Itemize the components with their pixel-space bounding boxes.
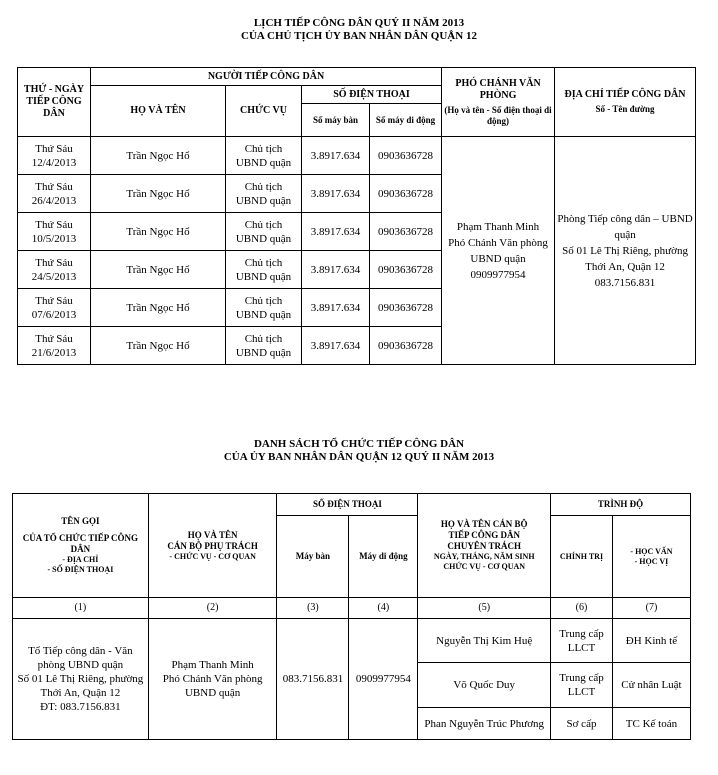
column-number: (7) [612, 598, 690, 619]
day-weekday: Thứ Sáu [35, 142, 73, 155]
org-name: Tổ Tiếp công dân - Văn phòng UBND quận [28, 645, 133, 671]
header-day: THỨ - NGÀY TIẾP CÔNG DÂN [18, 68, 91, 137]
header-phone2: SỐ ĐIỆN THOẠI [277, 494, 418, 516]
header-address-label: ĐỊA CHỈ TIẾP CÔNG DÂN [564, 89, 686, 100]
column-number: (4) [349, 598, 418, 619]
day-date: 26/4/2013 [31, 194, 77, 207]
receiver-name: Trần Ngọc Hổ [91, 213, 226, 251]
day-weekday: Thứ Sáu [35, 294, 73, 307]
desk-phone: 3.8917.634 [302, 137, 370, 175]
schedule-row [18, 137, 696, 175]
address-place: Phòng Tiếp công dân – UBND quận [557, 212, 693, 241]
header-head-line1: HỌ VÀ TÊN [187, 529, 238, 540]
column-number-row [13, 598, 691, 619]
column-number: (2) [148, 598, 277, 619]
address-cell [555, 137, 696, 365]
org-list-title [0, 438, 718, 464]
staff-name: Nguyễn Thị Kim Huệ [418, 619, 551, 663]
header-receiver: NGƯỜI TIẾP CÔNG DÂN [91, 68, 442, 86]
org-phone: ĐT: 083.7156.831 [40, 701, 121, 713]
schedule-title [0, 17, 718, 43]
org-table [12, 493, 691, 740]
receiver-position: Chủ tịch UBND quận [226, 137, 302, 175]
day-cell [18, 327, 91, 365]
mobile-phone: 0903636728 [370, 137, 442, 175]
org-mobile: 0909977954 [349, 619, 418, 740]
mobile-phone: 0903636728 [370, 327, 442, 365]
mobile-phone: 0903636728 [370, 213, 442, 251]
day-cell [18, 289, 91, 327]
header-politics: CHÍNH TRỊ [551, 516, 613, 598]
staff-education: ĐH Kinh tế [612, 619, 690, 663]
head-cell [148, 619, 277, 740]
receiver-name: Trần Ngọc Hổ [91, 327, 226, 365]
org-cell [13, 619, 149, 740]
mobile-phone: 0903636728 [370, 251, 442, 289]
receiver-name: Trần Ngọc Hổ [91, 289, 226, 327]
header-org [13, 494, 149, 598]
header-org-line4: - SỐ ĐIỆN THOẠI [47, 565, 114, 574]
vice-office-cell [442, 137, 555, 365]
org-desk-phone: 083.7156.831 [277, 619, 349, 740]
day-date: 24/5/2013 [31, 270, 77, 283]
schedule-title-line1: LỊCH TIẾP CÔNG DÂN QUÝ II NĂM 2013 [253, 17, 465, 29]
receiver-position: Chủ tịch UBND quận [226, 251, 302, 289]
desk-phone: 3.8917.634 [302, 289, 370, 327]
header-address-sub: Số - Tên đường [595, 104, 655, 114]
header-head-line3: - CHỨC VỤ - CƠ QUAN [169, 551, 256, 561]
staff-politics: Trung cấp LLCT [551, 663, 613, 708]
header-staff-line3: CHUYÊN TRÁCH [447, 541, 521, 551]
header-mobile2: Máy di động [349, 516, 418, 598]
column-number: (1) [13, 598, 149, 619]
column-number: (6) [551, 598, 613, 619]
day-cell [18, 175, 91, 213]
header-name: HỌ VÀ TÊN [91, 86, 226, 137]
header-education-line1: - HỌC VẤN [630, 546, 673, 556]
staff-education: Cử nhân Luật [612, 663, 690, 708]
receiver-name: Trần Ngọc Hổ [91, 137, 226, 175]
vice-office-phone: 0909977954 [470, 268, 526, 281]
mobile-phone: 0903636728 [370, 175, 442, 213]
header-desk: Máy bàn [277, 516, 349, 598]
header-position: CHỨC VỤ [226, 86, 302, 137]
org-list-title-line2: CỦA ỦY BAN NHÂN DÂN QUẬN 12 QUÝ II NĂM 2013 [223, 451, 495, 463]
schedule-table [17, 67, 696, 365]
head-title: Phó Chánh Văn phòng UBND quận [162, 673, 263, 699]
header-staff-line4: NGÀY, THÁNG, NĂM SINH [433, 552, 535, 561]
day-cell [18, 213, 91, 251]
header-vice-office-label: PHÓ CHÁNH VĂN PHÒNG [455, 77, 541, 101]
header-level: TRÌNH ĐỘ [551, 494, 691, 516]
day-weekday: Thứ Sáu [35, 180, 73, 193]
day-weekday: Thứ Sáu [35, 256, 73, 269]
header-staff-line5: CHỨC VỤ - CƠ QUAN [443, 562, 526, 571]
desk-phone: 3.8917.634 [302, 175, 370, 213]
desk-phone: 3.8917.634 [302, 327, 370, 365]
day-date: 12/4/2013 [31, 156, 77, 169]
header-head-line2: CÁN BỘ PHỤ TRÁCH [167, 540, 258, 551]
day-weekday: Thứ Sáu [35, 332, 73, 345]
header-staff [418, 494, 551, 598]
address-street: Số 01 Lê Thị Riêng, phường Thới An, Quận 12 [562, 244, 688, 273]
header-address [555, 68, 696, 137]
vice-office-title: Phó Chánh Văn phòng UBND quận [448, 236, 548, 265]
header-education [612, 516, 690, 598]
receiver-name: Trần Ngọc Hổ [91, 251, 226, 289]
day-date: 07/6/2013 [31, 308, 77, 321]
staff-politics: Sơ cấp [551, 708, 613, 740]
desk-phone: 3.8917.634 [302, 213, 370, 251]
staff-politics: Trung cấp LLCT [551, 619, 613, 663]
header-org-line2: CỦA TỔ CHỨC TIẾP CÔNG DÂN [22, 533, 139, 554]
header-staff-line1: HỌ VÀ TÊN CÁN BỘ [440, 519, 528, 529]
day-weekday: Thứ Sáu [35, 218, 73, 231]
receiver-position: Chủ tịch UBND quận [226, 175, 302, 213]
day-cell [18, 251, 91, 289]
head-name: Phạm Thanh Minh [171, 659, 254, 671]
header-org-line3: - ĐỊA CHỈ [62, 555, 99, 564]
receiver-position: Chủ tịch UBND quận [226, 289, 302, 327]
day-date: 21/6/2013 [31, 346, 77, 359]
day-cell [18, 137, 91, 175]
org-address: Số 01 Lê Thị Riêng, phường Thới An, Quận 12 [17, 673, 144, 699]
header-mobile: Số máy di động [370, 104, 442, 137]
vice-office-name: Phạm Thanh Minh [456, 220, 540, 233]
staff-name: Võ Quốc Duy [418, 663, 551, 708]
mobile-phone: 0903636728 [370, 289, 442, 327]
header-vice-office-sub: (Họ và tên - Số điện thoại di động) [444, 104, 552, 126]
header-vice-office [442, 68, 555, 137]
header-phone: SỐ ĐIỆN THOẠI [302, 86, 442, 104]
day-date: 10/5/2013 [31, 232, 77, 245]
header-education-line2: - HỌC VỊ [634, 556, 669, 566]
staff-name: Phan Nguyễn Trúc Phương [418, 708, 551, 740]
org-list-title-line1: DANH SÁCH TỔ CHỨC TIẾP CÔNG DÂN [253, 438, 465, 450]
schedule-title-line2: CỦA CHỦ TỊCH ỦY BAN NHÂN DÂN QUẬN 12 [241, 30, 477, 42]
header-desk-phone: Số máy bàn [302, 104, 370, 137]
desk-phone: 3.8917.634 [302, 251, 370, 289]
address-phone: 083.7156.831 [594, 276, 656, 289]
header-org-line1: TÊN GỌI [61, 516, 100, 526]
receiver-name: Trần Ngọc Hổ [91, 175, 226, 213]
receiver-position: Chủ tịch UBND quận [226, 327, 302, 365]
receiver-position: Chủ tịch UBND quận [226, 213, 302, 251]
header-staff-line2: TIẾP CÔNG DÂN [448, 530, 520, 540]
column-number: (3) [277, 598, 349, 619]
staff-education: TC Kế toán [612, 708, 690, 740]
header-head [148, 494, 277, 598]
column-number: (5) [418, 598, 551, 619]
